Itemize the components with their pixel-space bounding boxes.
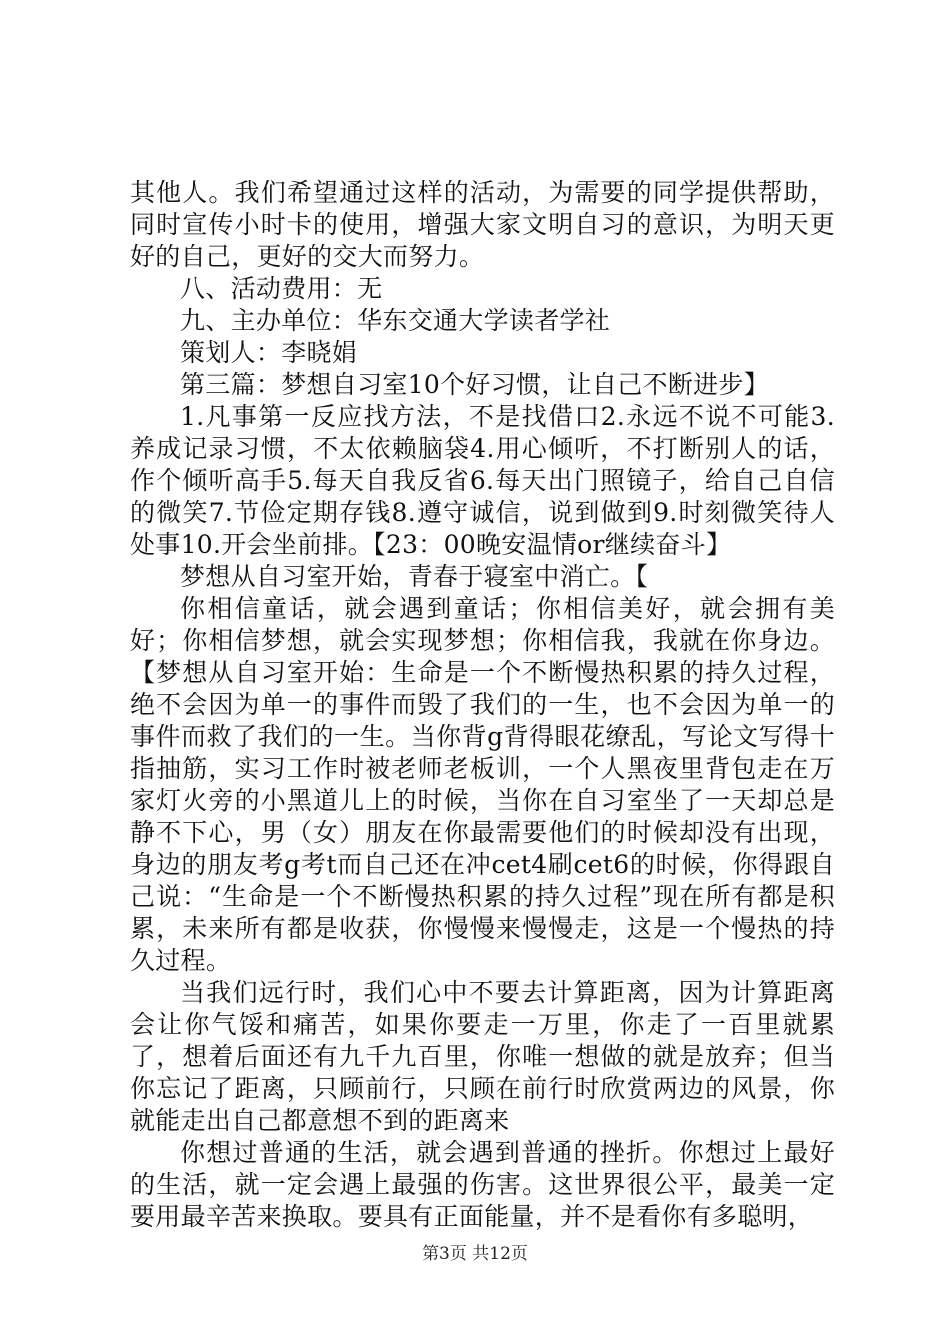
paragraph: 八、活动费用：无 — [180, 274, 383, 303]
paragraph: 你想过普通的生活，就会遇到普通的挫折。你想过上最好的生活，就一定会遇上最强的伤害。这世界很公平，最美一定要用最辛苦来换取。要具有正面能量，并不是看你有多聪明， — [130, 1138, 835, 1231]
paragraph: 其他人。我们希望通过这样的活动，为需要的同学提供帮助，同时宣传小时卡的使用，增强大家文明自习的意识，为明天更好的自己，更好的交大而努力。 — [130, 178, 835, 271]
paragraph: 当我们远行时，我们心中不要去计算距离，因为计算距离会让你气馁和痛苦，如果你要走一万里，你走了一百里就累了，想着后面还有九千九百里，你唯一想做的就是放弃；但当你忘记了距离，只顾前行，只顾在前行时欣赏两边的风景，你就能走出自己都意想不到的距离来 — [130, 978, 835, 1135]
paragraph: 策划人：李晓娟 — [180, 338, 358, 367]
page-number-footer: 第3页 共12页 — [422, 1244, 528, 1264]
paragraph: 1.凡事第一反应找方法，不是找借口2.永远不说不可能3.养成记录习惯，不太依赖脑袋4.用心倾听，不打断别人的话，作个倾听高手5.每天自我反省6.每天出门照镜子，给自己自信的微笑7.节俭定期存钱8.遵守诚信，说到做到9.时刻微笑待人处事10.开会坐前排。【23：00晚安温情or继续奋斗】 — [130, 402, 835, 559]
paragraph: 九、主办单位：华东交通大学读者学社 — [180, 306, 611, 335]
paragraph: 梦想从自习室开始，青春于寝室中消亡。【 — [180, 562, 649, 591]
section-heading: 第三篇：梦想自习室10个好习惯，让自己不断进步】 — [180, 370, 770, 399]
paragraph: 你相信童话，就会遇到童话；你相信美好，就会拥有美好；你相信梦想，就会实现梦想；你相信我，我就在你身边。【梦想从自习室开始：生命是一个不断慢热积累的持久过程，绝不会因为单一的事件而毁了我们的一生，也不会因为单一的事件而救了我们的一生。当你背g背得眼花缭乱，写论文写得十指抽筋，实习工作时被老师老板训，一个人黑夜里背包走在万家灯火旁的小黑道儿上的时候，当你在自习室坐了一天却总是静不下心，男（女）朋友在你最需要他们的时候却没有出现，身边的朋友考g考t而自己还在冲cet4刷cet6的时候，你得跟自己说：“生命是一个不断慢热积累的持久过程”现在所有都是积累，未来所有都是收获，你慢慢来慢慢走，这是一个慢热的持久过程。 — [130, 594, 835, 975]
document-body — [130, 177, 835, 1233]
